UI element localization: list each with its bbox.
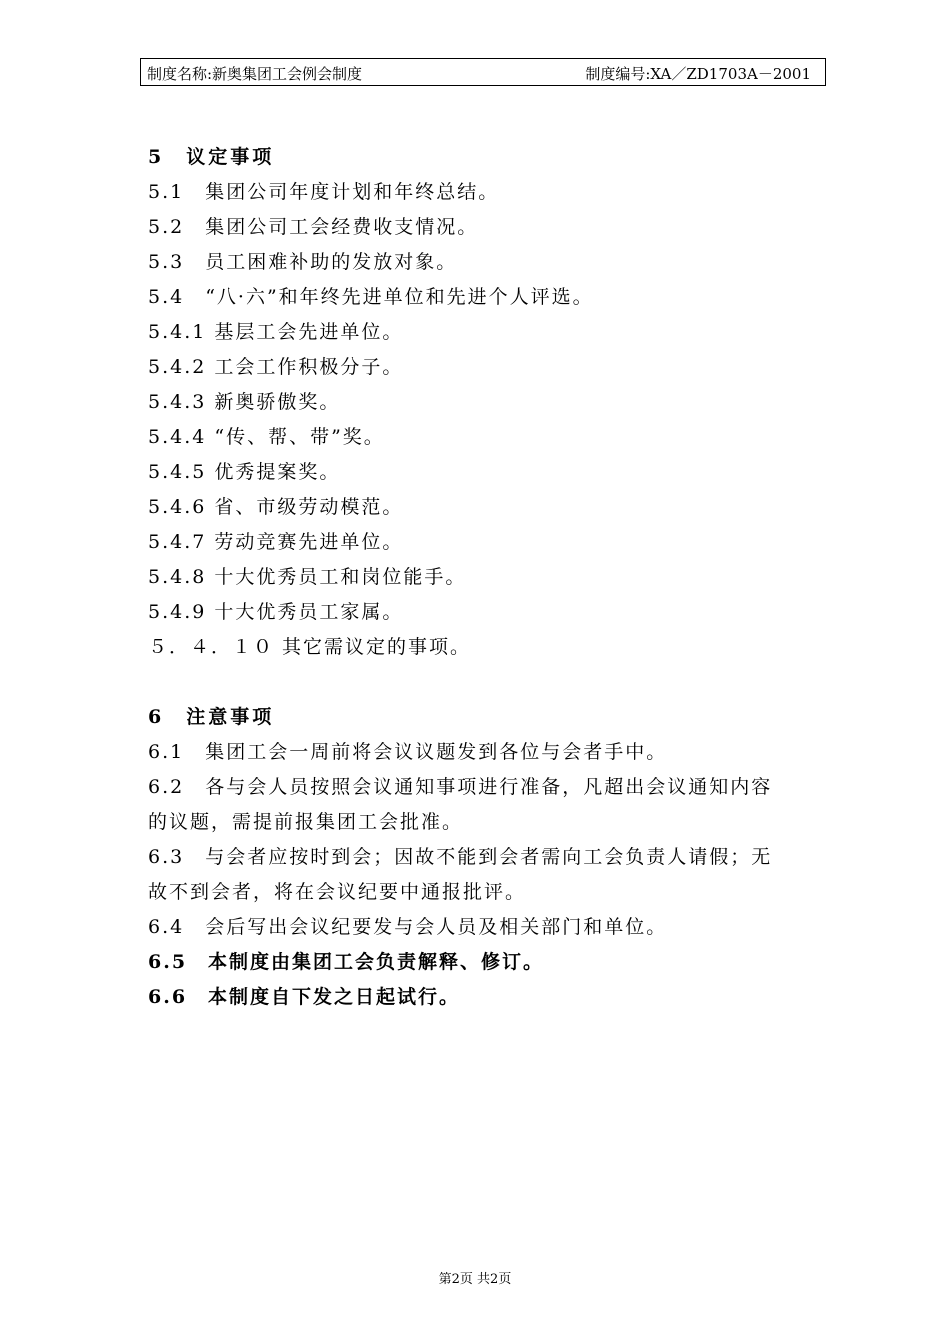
list-item: 5.4.2 工会工作积极分子。 (148, 356, 404, 378)
list-item: 5.2 集团公司工会经费收支情况。 (148, 216, 479, 238)
section-spacer (148, 665, 838, 700)
list-item: ５．４．１０ 其它需议定的事项。 (148, 636, 472, 658)
list-item: 5.4.9 十大优秀员工家属。 (148, 601, 404, 623)
policy-title: 制度名称:新奥集团工会例会制度 (147, 65, 363, 83)
document-body (148, 140, 838, 1015)
list-item: 5.4 “八·六”和年终先进单位和先进个人评选。 (148, 286, 594, 308)
list-item: 5.3 员工困难补助的发放对象。 (148, 251, 458, 273)
list-item-bold: 6.6 本制度自下发之日起试行。 (148, 986, 461, 1008)
list-item: 5.4.8 十大优秀员工和岗位能手。 (148, 566, 467, 588)
policy-code: 制度编号:XA／ZD1703A－2001 (585, 65, 811, 83)
list-item: 5.4.3 新奥骄傲奖。 (148, 391, 341, 413)
list-item-continuation: 的议题，需提前报集团工会批准。 (148, 811, 464, 833)
list-item: 6.2 各与会人员按照会议通知事项进行准备，凡超出会议通知内容 (148, 776, 773, 798)
list-item: 6.4 会后写出会议纪要发与会人员及相关部门和单位。 (148, 916, 668, 938)
section-6-heading: 6 注意事项 (148, 706, 275, 728)
document-header (140, 58, 826, 86)
list-item: 5.4.1 基层工会先进单位。 (148, 321, 404, 343)
list-item: 5.4.4 “传、帮、带”奖。 (148, 426, 385, 448)
list-item: 5.1 集团公司年度计划和年终总结。 (148, 181, 500, 203)
list-item-continuation: 故不到会者，将在会议纪要中通报批评。 (148, 881, 527, 903)
list-item: 6.1 集团工会一周前将会议议题发到各位与会者手中。 (148, 741, 668, 763)
section-5-heading: 5 议定事项 (148, 146, 275, 168)
list-item: 5.4.5 优秀提案奖。 (148, 461, 341, 483)
page-number: 第2页 共2页 (438, 1272, 512, 1287)
list-item: 5.4.7 劳动竞赛先进单位。 (148, 531, 404, 553)
list-item: 6.3 与会者应按时到会；因故不能到会者需向工会负责人请假；无 (148, 846, 773, 868)
list-item-bold: 6.5 本制度由集团工会负责解释、修订。 (148, 951, 545, 973)
list-item: 5.4.6 省、市级劳动模范。 (148, 496, 404, 518)
